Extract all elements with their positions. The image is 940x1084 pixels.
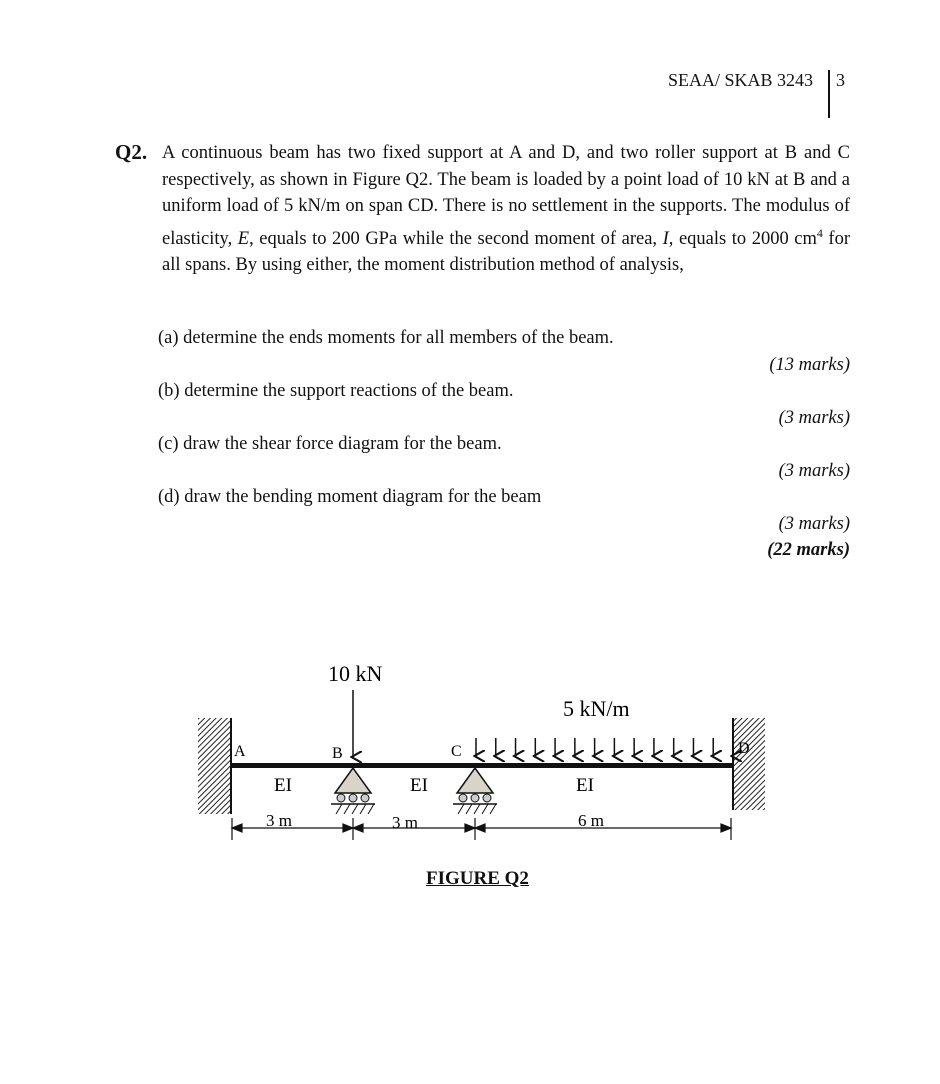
label-c: C <box>451 743 462 760</box>
label-b: B <box>332 745 343 762</box>
label-d: D <box>738 740 750 757</box>
udl-label: 5 kN/m <box>563 696 630 721</box>
part-a: (a) determine the ends moments for all members of the beam. <box>158 328 614 348</box>
question-text-3: , equals to 2000 cm <box>668 228 817 249</box>
part-d-marks: (3 marks) <box>778 514 850 534</box>
page-header <box>560 70 860 118</box>
question-text-4: for all spans. By using either, the moment distribution method of analysis, <box>162 228 850 276</box>
span-bc: 3 m <box>392 813 418 832</box>
dimension-line <box>232 818 731 840</box>
label-a: A <box>234 743 246 760</box>
header-divider <box>828 70 830 118</box>
question-text <box>162 140 850 279</box>
part-c: (c) draw the shear force diagram for the beam. <box>158 434 502 454</box>
fixed-support-a <box>198 718 230 814</box>
ei-label-bc: EI <box>410 775 428 796</box>
question-text-2: , equals to 200 GPa while the second moment of area, <box>249 228 663 249</box>
question-text-1: A continuous beam has two fixed support at A and D, and two roller support at B and C respectively, as shown in Figure Q2. The beam is loaded by a point load of 10 kN at B and a uniform load of 5 kN/m on span CD. There is no settlement in the supports. The modulus of elasticity, <box>162 143 850 249</box>
part-d: (d) draw the bending moment diagram for the beam <box>158 487 542 507</box>
roller-support-c <box>453 768 497 814</box>
part-c-marks: (3 marks) <box>778 461 850 481</box>
fixed-support-d <box>733 718 765 810</box>
beam <box>231 763 733 768</box>
i-symbol: I <box>662 228 669 249</box>
roller-support-b <box>331 768 375 814</box>
figure-caption: FIGURE Q2 <box>426 868 529 889</box>
udl-arrows <box>476 738 733 756</box>
part-b-marks: (3 marks) <box>778 408 850 428</box>
part-a-marks: (13 marks) <box>769 355 850 375</box>
span-cd: 6 m <box>578 811 604 830</box>
total-marks: (22 marks) <box>767 540 850 560</box>
ei-label-ab: EI <box>274 775 292 796</box>
e-symbol: E <box>237 228 250 249</box>
page-number: 3 <box>836 70 845 90</box>
beam-figure <box>0 640 940 870</box>
part-b: (b) determine the support reactions of the beam. <box>158 381 514 401</box>
superscript-4: 4 <box>816 225 823 240</box>
span-ab: 3 m <box>266 811 292 830</box>
point-load-label: 10 kN <box>328 661 383 686</box>
question-label: Q2. <box>115 140 148 164</box>
course-code: SEAA/ SKAB 3243 <box>667 70 813 90</box>
ei-label-cd: EI <box>576 775 594 796</box>
